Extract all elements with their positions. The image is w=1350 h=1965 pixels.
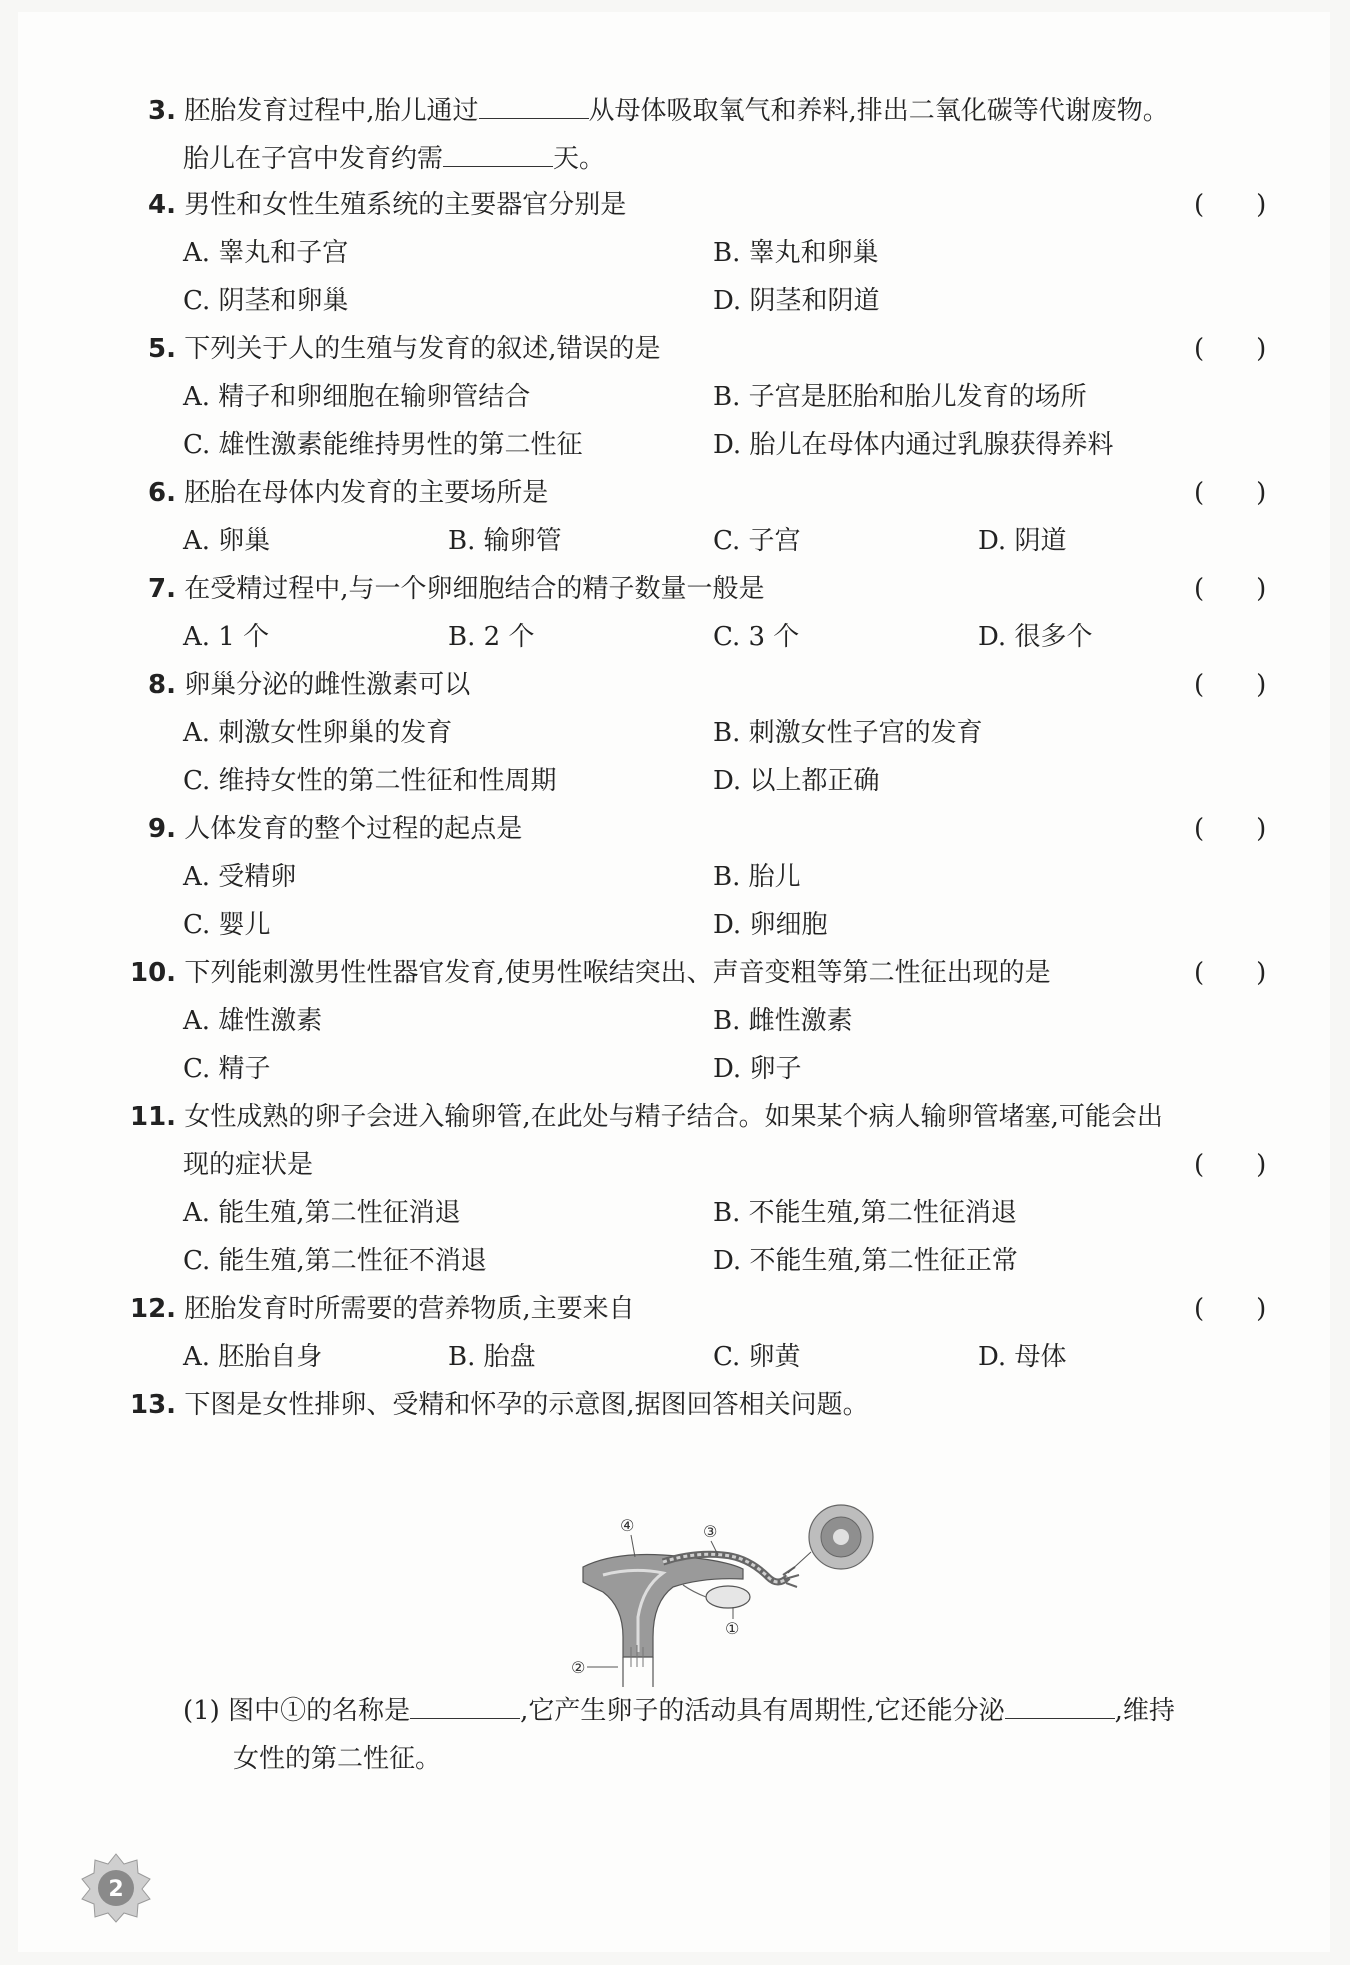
q6-answer-paren[interactable]: ( ) xyxy=(1194,478,1267,508)
q7-number: 7. xyxy=(148,574,176,604)
q10-answer-paren[interactable]: ( ) xyxy=(1194,958,1267,988)
q3-text-c: 胎儿在子宫中发育约需 xyxy=(183,144,444,174)
q9-option-c: C. 婴儿 xyxy=(183,910,271,940)
q7-stem xyxy=(148,572,765,606)
q5-answer-paren[interactable]: ( ) xyxy=(1194,334,1267,364)
q7-option-b: B. 2 个 xyxy=(448,622,535,652)
q6-option-c: C. 子宫 xyxy=(713,526,801,556)
q13-sub1-blank-2[interactable] xyxy=(1005,1696,1115,1719)
q7-option-c: C. 3 个 xyxy=(713,622,800,652)
q13-text: 下图是女性排卵、受精和怀孕的示意图,据图回答相关问题。 xyxy=(184,1390,869,1420)
label-4: ④ xyxy=(620,1516,635,1535)
q10-option-a: A. 雄性激素 xyxy=(183,1006,323,1036)
q9-number: 9. xyxy=(148,814,176,844)
q10-option-c: C. 精子 xyxy=(183,1054,271,1084)
q10-number: 10. xyxy=(130,958,177,988)
q11-option-d: D. 不能生殖,第二性征正常 xyxy=(713,1246,1018,1276)
q4-number: 4. xyxy=(148,190,176,220)
page-number: 2 xyxy=(108,1877,124,1902)
q5-text: 下列关于人的生殖与发育的叙述,错误的是 xyxy=(184,334,661,364)
q11-answer-paren[interactable]: ( ) xyxy=(1194,1150,1267,1180)
q8-stem xyxy=(148,668,470,702)
q6-stem xyxy=(148,476,548,510)
q11-text: 女性成熟的卵子会进入输卵管,在此处与精子结合。如果某个病人输卵管堵塞,可能会出 xyxy=(184,1102,1163,1132)
q4-text: 男性和女性生殖系统的主要器官分别是 xyxy=(184,190,627,220)
worksheet xyxy=(18,12,1330,1952)
q5-number: 5. xyxy=(148,334,176,364)
q11-option-b: B. 不能生殖,第二性征消退 xyxy=(713,1198,1017,1228)
page-number-badge xyxy=(80,1852,152,1924)
q4-option-c: C. 阴茎和卵巢 xyxy=(183,286,349,316)
q4-answer-paren[interactable]: ( ) xyxy=(1194,190,1267,220)
q9-stem xyxy=(148,812,522,846)
q8-text: 卵巢分泌的雌性激素可以 xyxy=(184,670,471,700)
q7-option-d: D. 很多个 xyxy=(978,622,1093,652)
q11-option-c: C. 能生殖,第二性征不消退 xyxy=(183,1246,487,1276)
q7-text: 在受精过程中,与一个卵细胞结合的精子数量一般是 xyxy=(184,574,765,604)
egg-nucleus xyxy=(833,1529,849,1545)
q7-option-a: A. 1 个 xyxy=(183,622,270,652)
q3-line1 xyxy=(148,94,1169,128)
q5-stem xyxy=(148,332,661,366)
q4-option-a: A. 睾丸和子宫 xyxy=(183,238,349,268)
q3-text-d: 天。 xyxy=(553,144,606,174)
q10-stem xyxy=(130,956,1051,990)
q6-option-d: D. 阴道 xyxy=(978,526,1067,556)
q12-stem xyxy=(130,1292,635,1326)
q13-sub1-line1 xyxy=(183,1694,1175,1728)
q13-sub1-text-a: (1) 图中①的名称是 xyxy=(183,1696,411,1726)
q11-option-a: A. 能生殖,第二性征消退 xyxy=(183,1198,461,1228)
q13-stem xyxy=(130,1388,869,1422)
q3-blank-2[interactable] xyxy=(443,144,553,167)
q5-option-c: C. 雄性激素能维持男性的第二性征 xyxy=(183,430,583,460)
q11-stem xyxy=(130,1100,1163,1134)
q6-text: 胚胎在母体内发育的主要场所是 xyxy=(184,478,549,508)
q11-stem-line2: 现的症状是 xyxy=(183,1150,314,1180)
q7-answer-paren[interactable]: ( ) xyxy=(1194,574,1267,604)
q4-option-d: D. 阴茎和阴道 xyxy=(713,286,880,316)
q12-option-c: C. 卵黄 xyxy=(713,1342,801,1372)
q8-number: 8. xyxy=(148,670,176,700)
q13-sub1-blank-1[interactable] xyxy=(410,1696,520,1719)
q9-answer-paren[interactable]: ( ) xyxy=(1194,814,1267,844)
q13-sub1-text-b: ,它产生卵子的活动具有周期性,它还能分泌 xyxy=(520,1696,1005,1726)
q8-option-d: D. 以上都正确 xyxy=(713,766,880,796)
q5-option-a: A. 精子和卵细胞在输卵管结合 xyxy=(183,382,531,412)
ovarian-ligament xyxy=(683,1585,706,1597)
q13-sub1-line2: 女性的第二性征。 xyxy=(233,1744,442,1774)
q3-blank-1[interactable] xyxy=(479,96,589,119)
q8-option-a: A. 刺激女性卵巢的发育 xyxy=(183,718,453,748)
q6-option-a: A. 卵巢 xyxy=(183,526,271,556)
reproductive-system-diagram xyxy=(573,1507,903,1697)
q9-option-a: A. 受精卵 xyxy=(183,862,297,892)
label-1: ① xyxy=(725,1619,740,1638)
label-3: ③ xyxy=(703,1522,718,1541)
label-4-line xyxy=(631,1535,635,1557)
q4-stem xyxy=(148,188,626,222)
q3-text-a: 胚胎发育过程中,胎儿通过 xyxy=(184,96,479,126)
egg-pointer-line xyxy=(788,1552,811,1573)
q9-option-d: D. 卵细胞 xyxy=(713,910,828,940)
q4-option-b: B. 睾丸和卵巢 xyxy=(713,238,879,268)
vagina-walls xyxy=(623,1657,653,1687)
q9-option-b: B. 胎儿 xyxy=(713,862,801,892)
q8-option-c: C. 维持女性的第二性征和性周期 xyxy=(183,766,557,796)
q12-option-b: B. 胎盘 xyxy=(448,1342,536,1372)
q6-option-b: B. 输卵管 xyxy=(448,526,562,556)
label-2: ② xyxy=(571,1658,586,1677)
q13-sub1-text-c: ,维持 xyxy=(1114,1696,1175,1726)
q3-text-b: 从母体吸取氧气和养料,排出二氧化碳等代谢废物。 xyxy=(588,96,1169,126)
q5-option-d: D. 胎儿在母体内通过乳腺获得养料 xyxy=(713,430,1114,460)
q6-number: 6. xyxy=(148,478,176,508)
q12-option-a: A. 胚胎自身 xyxy=(183,1342,323,1372)
q8-answer-paren[interactable]: ( ) xyxy=(1194,670,1267,700)
q12-option-d: D. 母体 xyxy=(978,1342,1067,1372)
q12-number: 12. xyxy=(130,1294,177,1324)
q3-line2 xyxy=(183,142,605,176)
q9-text: 人体发育的整个过程的起点是 xyxy=(184,814,523,844)
q12-text: 胚胎发育时所需要的营养物质,主要来自 xyxy=(184,1294,635,1324)
q5-option-b: B. 子宫是胚胎和胎儿发育的场所 xyxy=(713,382,1087,412)
q10-option-d: D. 卵子 xyxy=(713,1054,802,1084)
q3-number: 3. xyxy=(148,96,176,126)
q8-option-b: B. 刺激女性子宫的发育 xyxy=(713,718,983,748)
q10-text: 下列能刺激男性性器官发育,使男性喉结突出、声音变粗等第二性征出现的是 xyxy=(184,958,1051,988)
q10-option-b: B. 雌性激素 xyxy=(713,1006,853,1036)
q11-number: 11. xyxy=(130,1102,177,1132)
q12-answer-paren[interactable]: ( ) xyxy=(1194,1294,1267,1324)
ovary-shape xyxy=(706,1586,750,1608)
q13-number: 13. xyxy=(130,1390,177,1420)
